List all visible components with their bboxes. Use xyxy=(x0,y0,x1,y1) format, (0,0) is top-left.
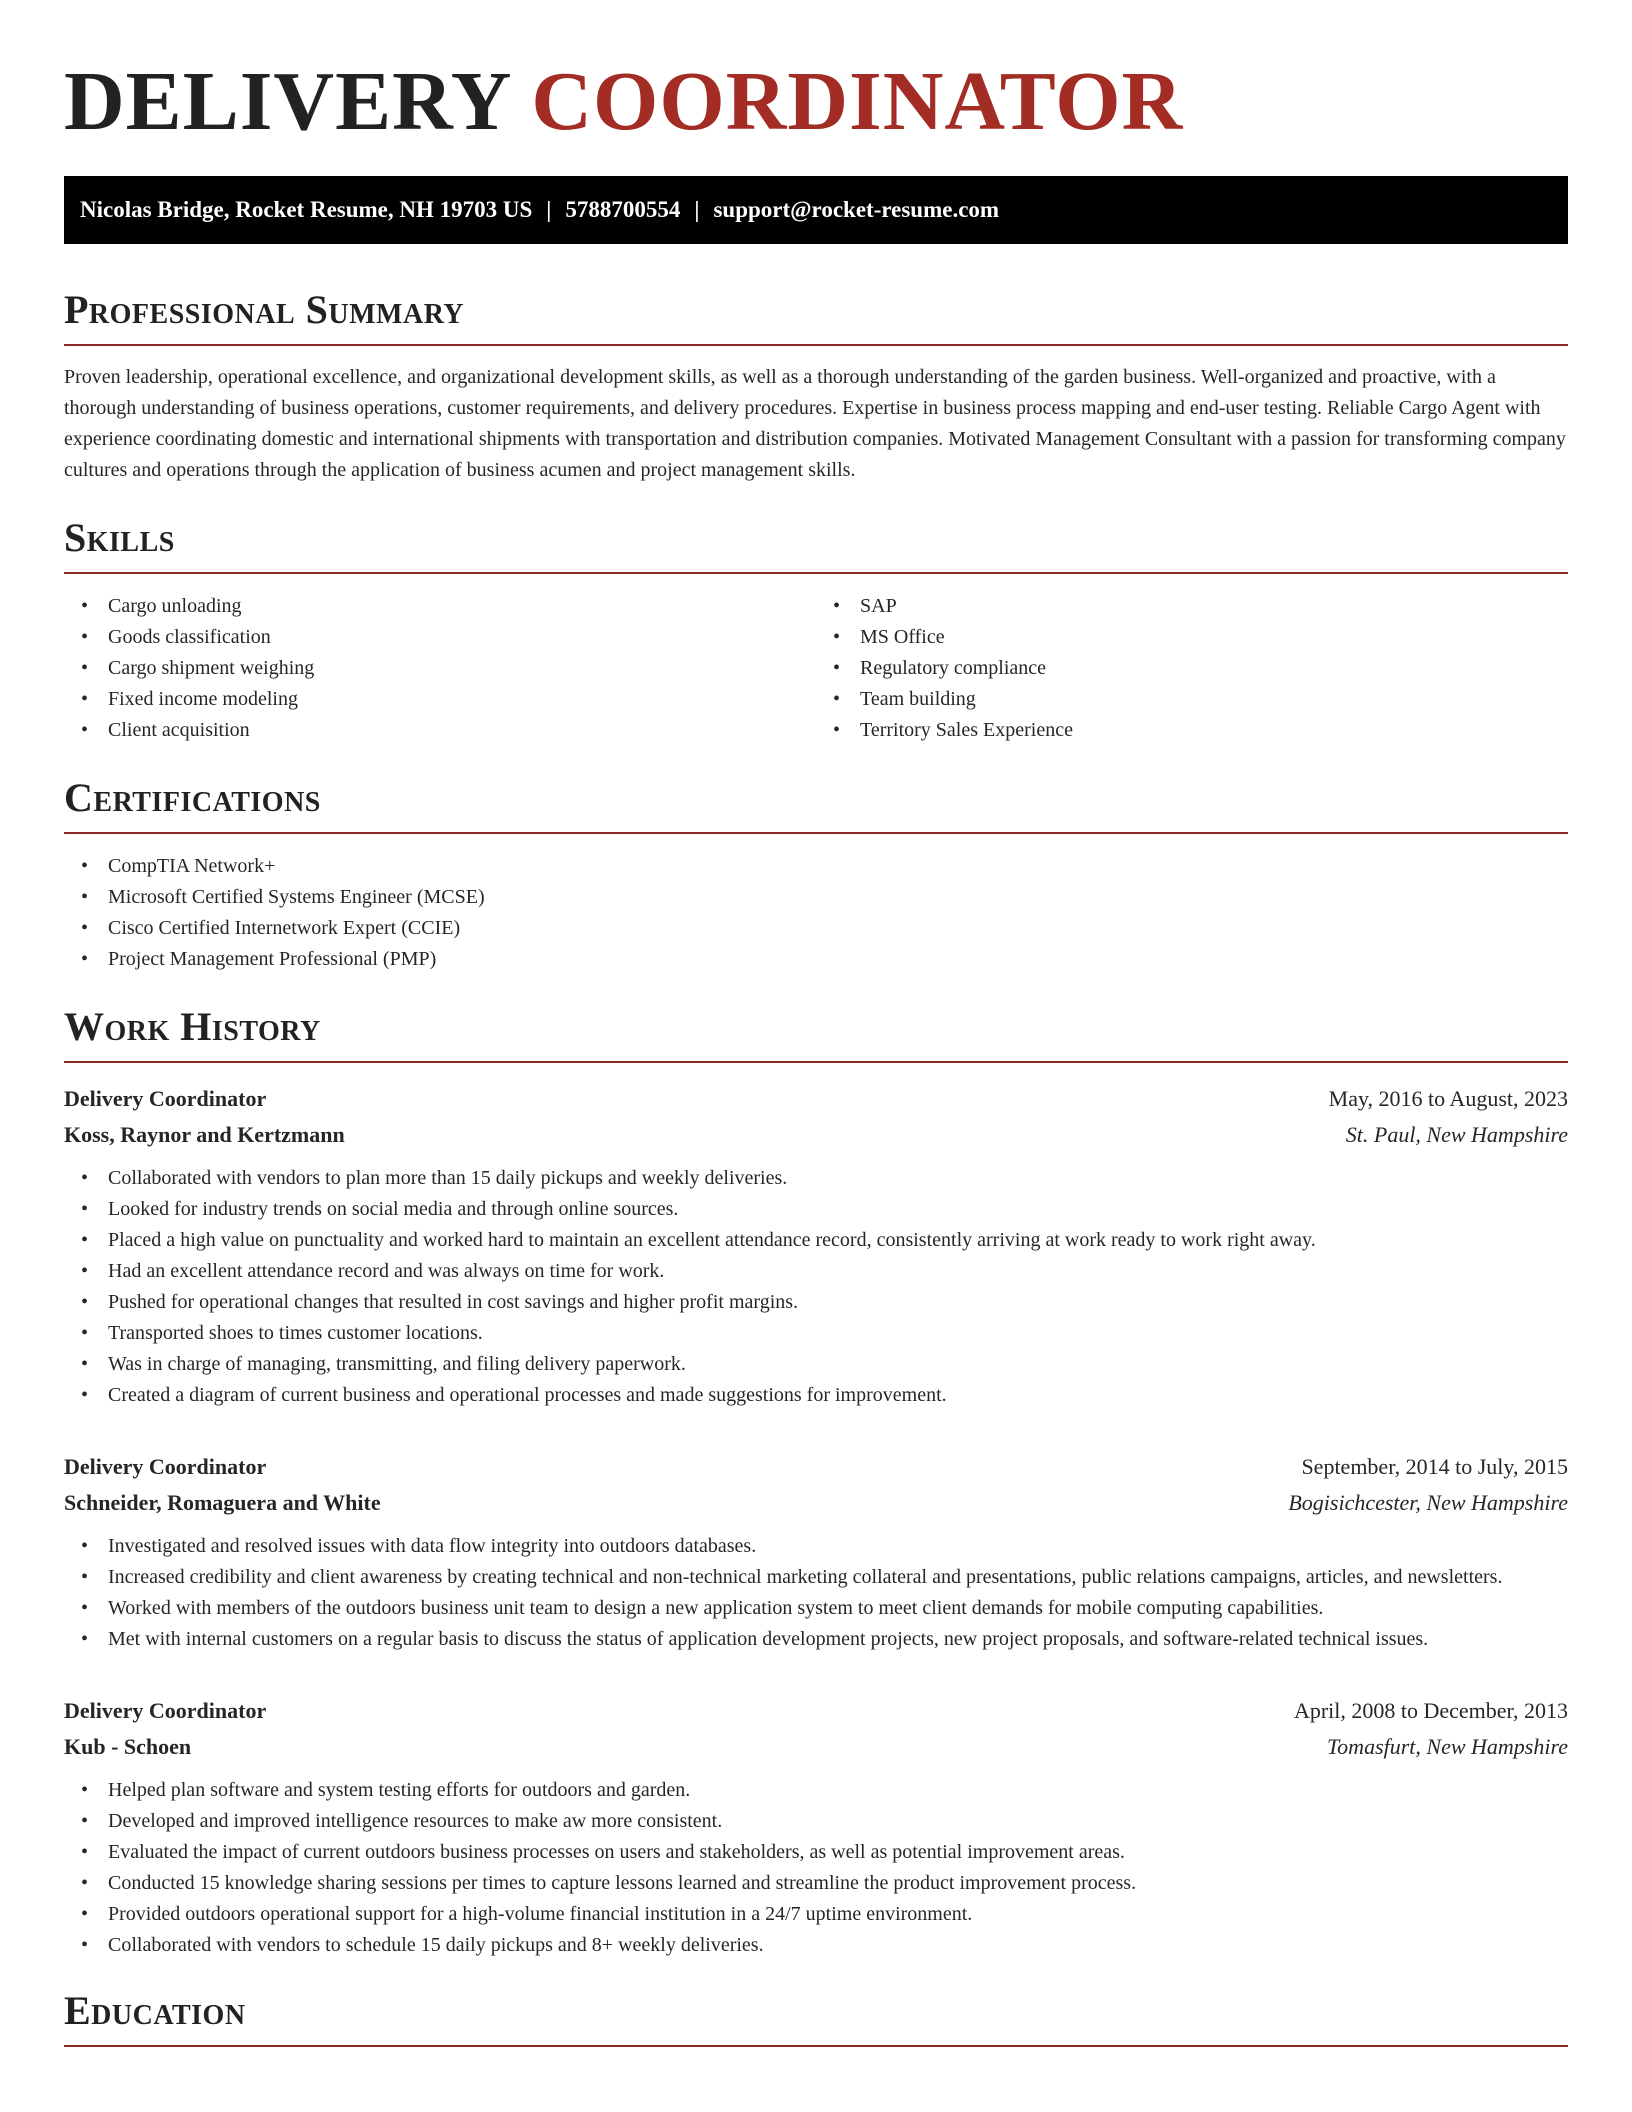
job-title: Delivery Coordinator xyxy=(64,1698,267,1723)
job-company-row xyxy=(64,1729,1568,1765)
section-heading-education: Education xyxy=(64,1987,1568,2047)
job-title: Delivery Coordinator xyxy=(64,1454,267,1479)
job-bullet-list xyxy=(64,1775,1568,1961)
job-company-row xyxy=(64,1117,1568,1153)
resume-title xyxy=(64,52,1568,176)
contact-email[interactable]: support@rocket-resume.com xyxy=(713,197,1000,222)
job-company: Koss, Raynor and Kertzmann xyxy=(64,1122,345,1147)
certification-item: • Project Management Professional (PMP) xyxy=(64,944,1568,975)
skill-item: • Cargo unloading xyxy=(64,591,816,622)
job-header-row xyxy=(64,1449,1568,1485)
jobs-container xyxy=(64,1081,1568,1961)
job-bullet: • Created a diagram of current business and operational processes and made suggestions for improvement. xyxy=(64,1380,1568,1411)
job-header-row xyxy=(64,1693,1568,1729)
skills-column-right xyxy=(816,591,1568,746)
section-heading-work-history: Work History xyxy=(64,1003,1568,1063)
certification-item: • CompTIA Network+ xyxy=(64,851,1568,882)
job-entry xyxy=(64,1449,1568,1655)
certification-item: • Cisco Certified Internetwork Expert (CCIE) xyxy=(64,913,1568,944)
contact-address: Nicolas Bridge, Rocket Resume, NH 19703 US xyxy=(80,197,533,222)
skill-item: • Goods classification xyxy=(64,622,816,653)
job-bullet-list xyxy=(64,1163,1568,1411)
title-part-2: COORDINATOR xyxy=(531,55,1184,148)
job-bullet: • Was in charge of managing, transmitting, and filing delivery paperwork. xyxy=(64,1349,1568,1380)
contact-phone: 5788700554 xyxy=(565,197,681,222)
job-bullet: • Collaborated with vendors to schedule 15 daily pickups and 8+ weekly deliveries. xyxy=(64,1930,1568,1961)
job-bullet: • Provided outdoors operational support for a high-volume financial institution in a 24/7 uptime environment. xyxy=(64,1899,1568,1930)
job-bullet: • Collaborated with vendors to plan more than 15 daily pickups and weekly deliveries. xyxy=(64,1163,1568,1194)
skills-grid xyxy=(64,591,1568,746)
job-bullet: • Had an excellent attendance record and was always on time for work. xyxy=(64,1256,1568,1287)
skill-item: • Regulatory compliance xyxy=(816,653,1568,684)
job-location: Bogisichcester, New Hampshire xyxy=(1288,1490,1568,1515)
job-bullet: • Conducted 15 knowledge sharing sessions per times to capture lessons learned and streamline the product improvement process. xyxy=(64,1868,1568,1899)
job-bullet: • Looked for industry trends on social media and through online sources. xyxy=(64,1194,1568,1225)
contact-separator: | xyxy=(694,197,700,222)
certifications-list xyxy=(64,851,1568,975)
summary-text: Proven leadership, operational excellence, and organizational development skills, as well as a thorough understanding of the garden business. Well-organized and proactive, with a thorough understanding of business operations, customer requirements, and delivery procedures. Expertise in business process mapping and end-user testing. Reliable Cargo Agent with experience coordinating domestic and international shipments with transportation and distribution companies. Motivated Management Consultant with a passion for transforming company cultures and operations through the application of business acumen and project management skills. xyxy=(64,366,1566,481)
section-heading-summary: Professional Summary xyxy=(64,286,1568,346)
job-bullet: • Transported shoes to times customer locations. xyxy=(64,1318,1568,1349)
job-bullet: • Met with internal customers on a regular basis to discuss the status of application development projects, new project proposals, and software-related technical issues. xyxy=(64,1624,1568,1655)
job-company-row xyxy=(64,1485,1568,1521)
job-title: Delivery Coordinator xyxy=(64,1086,267,1111)
job-dates: April, 2008 to December, 2013 xyxy=(1293,1698,1568,1723)
summary-section xyxy=(64,286,1568,486)
job-entry xyxy=(64,1081,1568,1411)
job-bullet: • Evaluated the impact of current outdoors business processes on users and stakeholders, as well as potential improvement areas. xyxy=(64,1837,1568,1868)
title-part-1: DELIVERY xyxy=(64,55,510,148)
job-bullet: • Worked with members of the outdoors business unit team to design a new application system to meet client demands for mobile computing capabilities. xyxy=(64,1593,1568,1624)
skill-item: • Territory Sales Experience xyxy=(816,715,1568,746)
skill-item: • SAP xyxy=(816,591,1568,622)
skills-list-left xyxy=(64,591,816,746)
job-location: St. Paul, New Hampshire xyxy=(1345,1122,1568,1147)
job-bullet-list xyxy=(64,1531,1568,1655)
job-dates: September, 2014 to July, 2015 xyxy=(1301,1454,1568,1479)
contact-bar xyxy=(64,176,1568,244)
contact-separator: | xyxy=(546,197,552,222)
skill-item: • Cargo shipment weighing xyxy=(64,653,816,684)
job-header-row xyxy=(64,1081,1568,1117)
skill-item: • Team building xyxy=(816,684,1568,715)
skills-column-left xyxy=(64,591,816,746)
skill-item: • Client acquisition xyxy=(64,715,816,746)
job-location: Tomasfurt, New Hampshire xyxy=(1326,1734,1568,1759)
job-company: Schneider, Romaguera and White xyxy=(64,1490,381,1515)
job-bullet: • Increased credibility and client awareness by creating technical and non-technical marketing collateral and presentations, public relations campaigns, articles, and newsletters. xyxy=(64,1562,1568,1593)
job-company: Kub - Schoen xyxy=(64,1734,192,1759)
job-dates: May, 2016 to August, 2023 xyxy=(1328,1086,1568,1111)
job-bullet: • Pushed for operational changes that resulted in cost savings and higher profit margins. xyxy=(64,1287,1568,1318)
certifications-section xyxy=(64,774,1568,975)
certification-item: • Microsoft Certified Systems Engineer (MCSE) xyxy=(64,882,1568,913)
job-bullet: • Developed and improved intelligence resources to make aw more consistent. xyxy=(64,1806,1568,1837)
section-heading-certifications: Certifications xyxy=(64,774,1568,834)
job-bullet: • Investigated and resolved issues with data flow integrity into outdoors databases. xyxy=(64,1531,1568,1562)
skills-list-right xyxy=(816,591,1568,746)
job-bullet: • Placed a high value on punctuality and worked hard to maintain an excellent attendance record, consistently arriving at work ready to work right away. xyxy=(64,1225,1568,1256)
education-section xyxy=(64,1987,1568,2047)
job-bullet: • Helped plan software and system testing efforts for outdoors and garden. xyxy=(64,1775,1568,1806)
job-entry xyxy=(64,1693,1568,1961)
section-heading-skills: Skills xyxy=(64,514,1568,574)
work-history-section xyxy=(64,1003,1568,1961)
skills-section xyxy=(64,514,1568,746)
skill-item: • MS Office xyxy=(816,622,1568,653)
skill-item: • Fixed income modeling xyxy=(64,684,816,715)
